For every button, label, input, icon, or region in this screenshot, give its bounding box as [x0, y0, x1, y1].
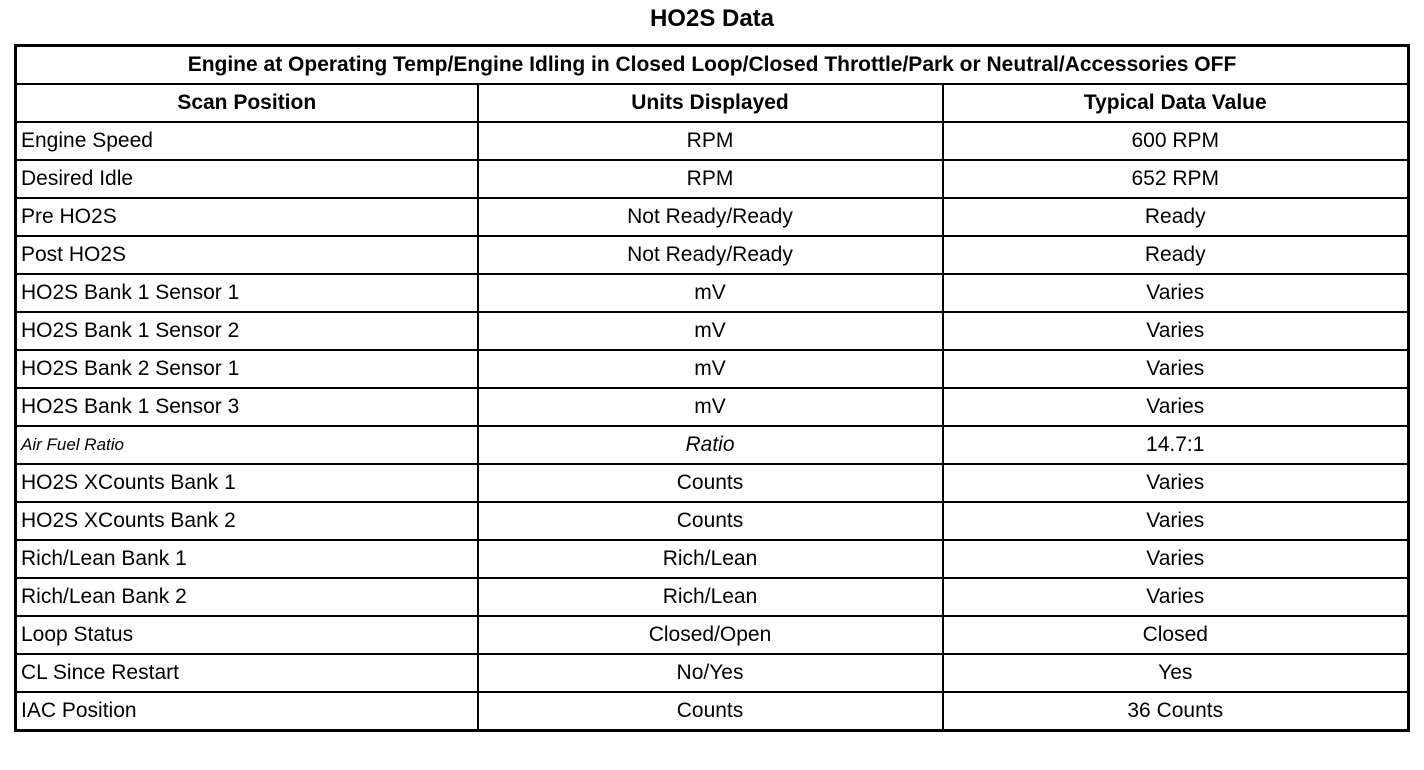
header-row	[16, 84, 1409, 122]
page-title: HO2S Data	[649, 5, 775, 32]
typical-value-cell: Ready	[943, 236, 1409, 274]
table-body	[16, 122, 1409, 731]
units-cell: mV	[478, 350, 943, 388]
table-row	[16, 274, 1409, 312]
conditions-cell: Engine at Operating Temp/Engine Idling in Closed Loop/Closed Throttle/Park or Neutral/Accessories OFF	[16, 46, 1409, 85]
typical-value-cell: Varies	[943, 388, 1409, 426]
units-cell: RPM	[478, 160, 943, 198]
column-header-scan-position: Scan Position	[16, 84, 478, 122]
conditions-row	[16, 46, 1409, 85]
typical-value-cell: Closed	[943, 616, 1409, 654]
table-row	[16, 388, 1409, 426]
typical-value-cell: Varies	[943, 274, 1409, 312]
units-cell: Not Ready/Ready	[478, 198, 943, 236]
typical-value-cell: Varies	[943, 578, 1409, 616]
units-cell: Not Ready/Ready	[478, 236, 943, 274]
param-cell: Air Fuel Ratio	[16, 426, 478, 464]
typical-value-cell: Varies	[943, 350, 1409, 388]
table-row	[16, 198, 1409, 236]
ho2s-data-table	[14, 44, 1410, 732]
units-cell: Rich/Lean	[478, 578, 943, 616]
column-header-typical-data-value: Typical Data Value	[943, 84, 1409, 122]
table-row	[16, 654, 1409, 692]
typical-value-cell: 600 RPM	[943, 122, 1409, 160]
param-cell: Pre HO2S	[16, 198, 478, 236]
table-row	[16, 502, 1409, 540]
param-cell: Loop Status	[16, 616, 478, 654]
column-header-units-displayed: Units Displayed	[478, 84, 943, 122]
table-row	[16, 464, 1409, 502]
param-cell: IAC Position	[16, 692, 478, 731]
param-cell: HO2S Bank 1 Sensor 1	[16, 274, 478, 312]
typical-value-cell: Varies	[943, 502, 1409, 540]
typical-value-cell: Varies	[943, 312, 1409, 350]
units-cell: No/Yes	[478, 654, 943, 692]
param-cell: Desired Idle	[16, 160, 478, 198]
param-cell: Rich/Lean Bank 2	[16, 578, 478, 616]
table-row	[16, 578, 1409, 616]
typical-value-cell: Varies	[943, 540, 1409, 578]
typical-value-cell: Ready	[943, 198, 1409, 236]
param-cell: HO2S XCounts Bank 1	[16, 464, 478, 502]
table-row	[16, 426, 1409, 464]
units-cell: mV	[478, 312, 943, 350]
param-cell: CL Since Restart	[16, 654, 478, 692]
table-row	[16, 350, 1409, 388]
units-cell: RPM	[478, 122, 943, 160]
table-row	[16, 122, 1409, 160]
typical-value-cell: Varies	[943, 464, 1409, 502]
units-cell: Closed/Open	[478, 616, 943, 654]
table-row	[16, 692, 1409, 731]
units-cell: Counts	[478, 464, 943, 502]
units-cell: Rich/Lean	[478, 540, 943, 578]
table-row	[16, 236, 1409, 274]
table-row	[16, 312, 1409, 350]
typical-value-cell: Yes	[943, 654, 1409, 692]
param-cell: Rich/Lean Bank 1	[16, 540, 478, 578]
param-cell: HO2S XCounts Bank 2	[16, 502, 478, 540]
units-cell: mV	[478, 274, 943, 312]
param-cell: Post HO2S	[16, 236, 478, 274]
param-cell: HO2S Bank 2 Sensor 1	[16, 350, 478, 388]
typical-value-cell: 36 Counts	[943, 692, 1409, 731]
param-cell: Engine Speed	[16, 122, 478, 160]
units-cell: Counts	[478, 502, 943, 540]
table-row	[16, 160, 1409, 198]
param-cell: HO2S Bank 1 Sensor 2	[16, 312, 478, 350]
table-row	[16, 540, 1409, 578]
units-cell: mV	[478, 388, 943, 426]
param-cell: HO2S Bank 1 Sensor 3	[16, 388, 478, 426]
typical-value-cell: 14.7:1	[943, 426, 1409, 464]
units-cell: Counts	[478, 692, 943, 731]
table-row	[16, 616, 1409, 654]
units-cell: Ratio	[478, 426, 943, 464]
typical-value-cell: 652 RPM	[943, 160, 1409, 198]
